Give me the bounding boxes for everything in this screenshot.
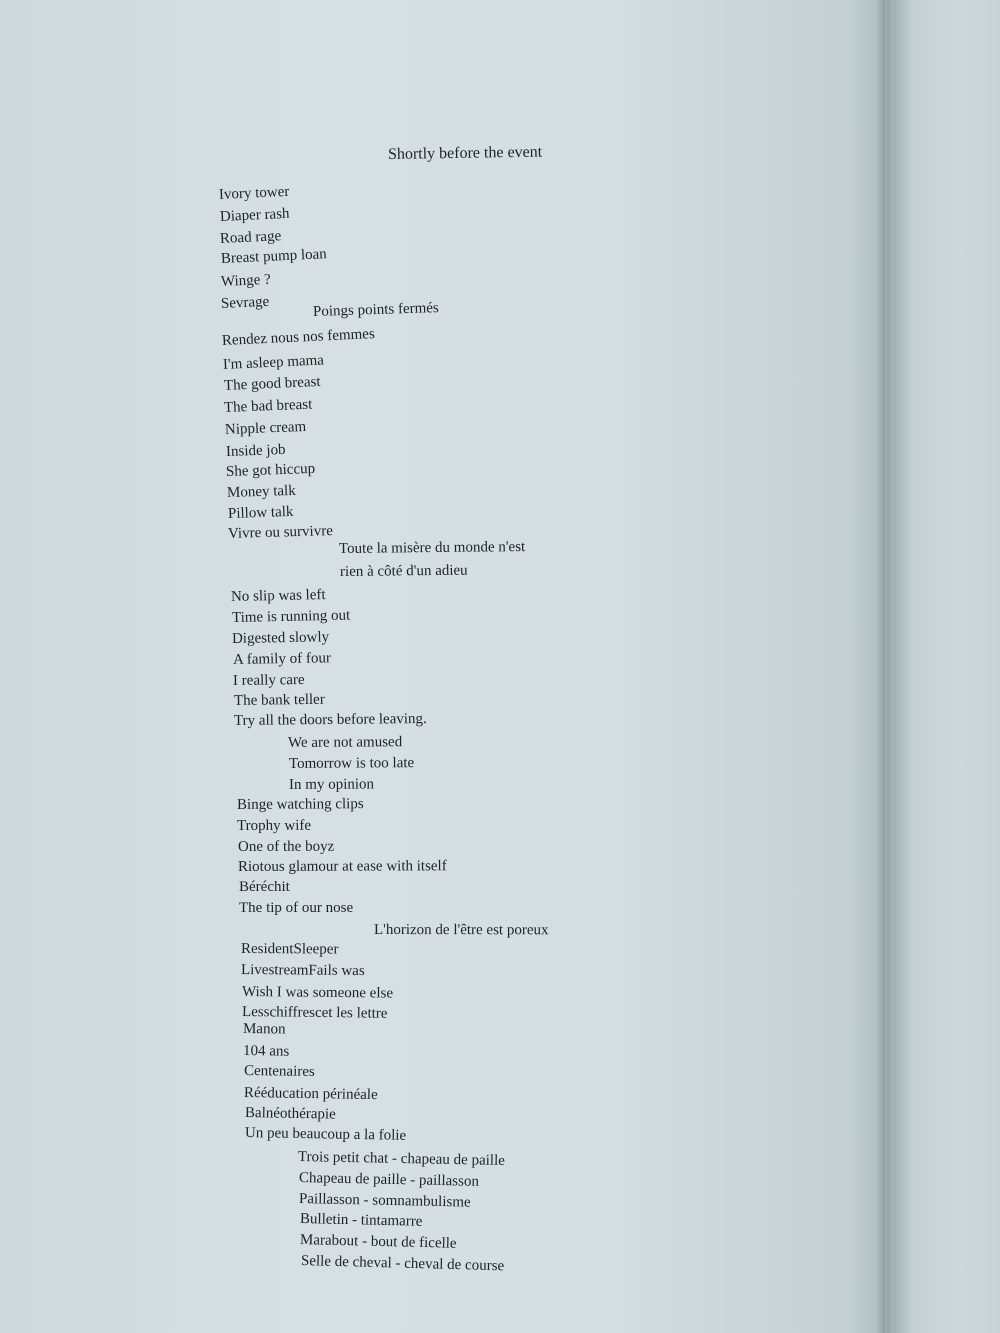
poem-line: 104 ans [242, 1043, 290, 1060]
poem-line: Chapeau de paille - paillasson [298, 1170, 480, 1190]
poem-line: Trophy wife [236, 817, 312, 834]
poem-line: No slip was left [230, 587, 326, 605]
poem-line: The tip of our nose [239, 900, 354, 916]
poem-line: Rééducation périnéale [243, 1085, 378, 1104]
poem-line: I really care [232, 672, 305, 689]
poem-line: Un peu beaucoup a la folie [244, 1125, 407, 1144]
poem-line: The bad breast [223, 396, 313, 416]
poem-line: Road rage [219, 228, 282, 247]
poem-line: Balnéothérapie [244, 1105, 336, 1123]
poem-line: One of the boyz [237, 838, 335, 855]
poem-line: Marabout - bout de ficelle [299, 1232, 457, 1252]
book-page-right-edge [893, 0, 1000, 1333]
poem-line: Wish I was someone else [241, 984, 394, 1002]
poem-line: Digested slowly [231, 629, 330, 647]
poem-line: Poings points fermés [312, 300, 440, 320]
poem-line: Ivory tower [218, 183, 290, 203]
poem-line: Vivre ou survivre [227, 523, 334, 542]
poem-line: She got hiccup [225, 460, 316, 480]
poem-line: The bank teller [233, 691, 325, 709]
poem-line: Bulletin - tintamarre [299, 1211, 423, 1230]
poem-title: Shortly before the event [387, 143, 543, 163]
poem-line: Lesschiffrescet les lettre [241, 1004, 388, 1022]
poem-line: Paillasson - somnambulisme [298, 1191, 471, 1211]
poem-line: Riotous glamour at ease with itself [237, 858, 447, 875]
poem-line: Sevrage [220, 293, 270, 312]
poem-line: The good breast [223, 373, 321, 394]
poem-line: Rendez nous nos femmes [221, 326, 376, 349]
poem-line: Toute la misère du monde n'est [338, 539, 526, 557]
poem-line: Nipple cream [224, 418, 307, 438]
poem-line: LivestreamFails was [240, 962, 365, 980]
poem-line: rien à côté d'un adieu [339, 562, 468, 580]
poem-line: Winge ? [220, 271, 272, 290]
poem-line: Diaper rash [219, 205, 290, 225]
poem-line: We are not amused [287, 734, 403, 751]
poem-line: ResidentSleeper [240, 941, 339, 958]
poem-line: Binge watching clips [236, 796, 364, 813]
poem-line: Try all the doors before leaving. [233, 710, 427, 729]
poem-line: In my opinion [288, 776, 375, 793]
poem-line: Pillow talk [227, 503, 294, 522]
poem-line: A family of four [232, 650, 332, 668]
poem-line: Manon [242, 1021, 286, 1038]
poem-line: Tomorrow is too late [288, 755, 415, 772]
poem-line: Money talk [226, 482, 296, 501]
poem-line: L'horizon de l'être est poreux [373, 922, 549, 939]
poem-line: Centenaires [243, 1063, 315, 1080]
poem-line: Time is running out [231, 607, 351, 626]
poem-line: I'm asleep mama [222, 352, 325, 373]
poem-line: Selle de cheval - cheval de course [300, 1253, 505, 1275]
poem-line: Trois petit chat - chapeau de paille [297, 1149, 506, 1169]
poem-line: Béréchit [239, 879, 290, 895]
poem-line: Inside job [225, 441, 286, 460]
poem-line: Breast pump loan [220, 246, 328, 267]
